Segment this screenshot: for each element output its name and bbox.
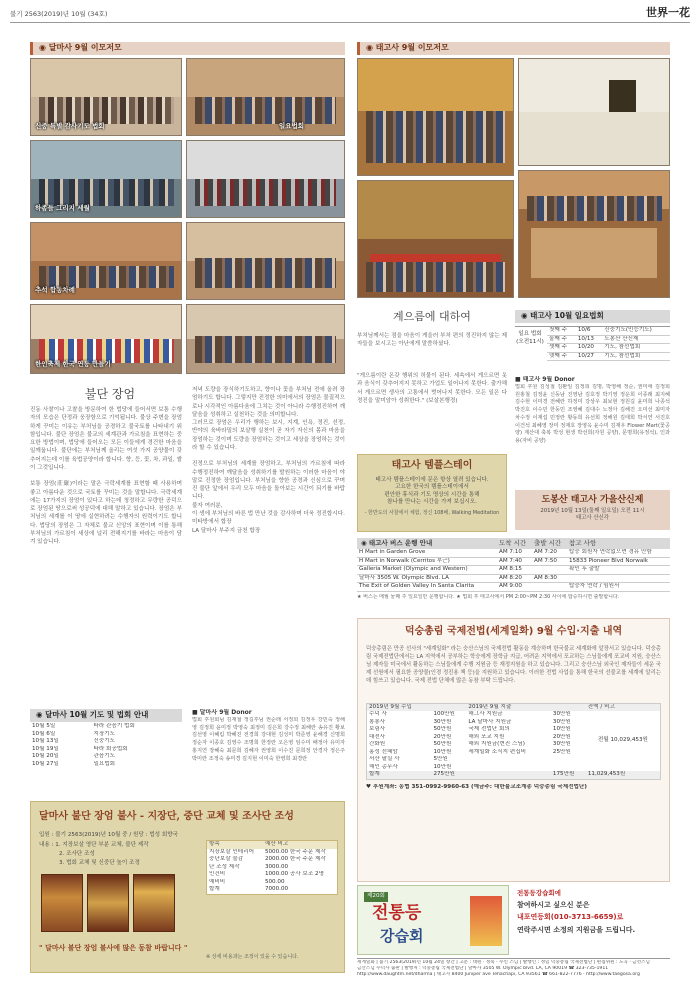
essay-quote: "게으름이란 온갖 행위의 허물이 된다. 세속에서 게으르면 옷과 음식이 갖추어지지 못하고 가업도 일어나지 못한다. 출가해서 게으르면 생사의 고통에서 벗어나지 못한다. 모든 일은 다 정진을 말미암아 성취한다." (보살본행경) — [357, 373, 507, 404]
bus-note: ★ 버스는 매월 둘째 주 일요일만 운행합니다. ★ 법회 후 태고사에서 PM 2:00~PM 2:30 사이에 탑승하시면 출발합니다. — [357, 593, 620, 600]
templestay-small: - 한반도의 사찰에서 체험, 정신 108배, Walking Meditation — [364, 509, 500, 516]
damasa-donors — [192, 709, 345, 797]
ad-lantern — [357, 885, 509, 955]
templestay-box — [357, 454, 507, 532]
caption: 신중 특별 감사기도 법회 — [35, 122, 105, 131]
schedule-row: 10월 5일 타라 관음기 법회 — [32, 723, 135, 729]
photo-room — [518, 58, 670, 166]
photo-lantern-making — [30, 304, 182, 374]
photo-festival — [186, 140, 345, 218]
oct-schedule: 일요 법회 (오전11시) 첫째 주 10/6 신중기도(인등기도) 둘째 주 10/13 도봉산 산신제 셋째 주 10/20 기도, 참선법회 넷째 주 10/27 기도, 참선법회 — [515, 326, 670, 361]
ad-right — [513, 885, 670, 955]
bulsa-title: 달마사 불단 장엄 불사 - 지장단, 중단 교체 및 조사단 조성 — [39, 811, 294, 822]
photo-hall — [357, 180, 514, 298]
templestay-line: 참나를 만나는 시간을 가져 보십시오. — [387, 499, 477, 506]
dobong-box — [515, 490, 670, 530]
donor-title: ■ 태고사 9월 Donor — [515, 376, 575, 383]
templestay-line: 고요한 한국의 템플스테이에서 — [395, 484, 469, 491]
caption: 추석 합동차례 — [35, 286, 75, 295]
damasa-schedule-title: ◉ 달마사 10월 기도 및 법회 안내 — [30, 709, 182, 722]
bulsa-budget-table: 항목 예산 비고 지장보살 인테리어 5000.00 한국 주문 제작 중단보살 불감 2000.00 한국 주문 제작 단 조성 제작 3000.00 인건비 1000.00 공사 보조 2명 예비비 500.00 합계 7000.00 — [206, 840, 338, 895]
photo-lanterns — [186, 222, 345, 300]
photo-sunday — [186, 58, 345, 136]
article-col2: 저녁 도량을 장식하기도하고, 향이나 꽃을 부처님 전에 올려 장엄하기도 합니다. 그렇지만 진정한 의미에서의 장엄은 물질적으로나 시각적인 아름다움에 그치는 것이 아니라 수행정진하여 깨달음을 성취하고 실천하는 것을 의미합니다. 그러므로 장엄은 우리가 행하는 보시, 지계, 인욕, 정진, 선정, 반야의 육바라밀의 보살행 실천이 곧 자기 자신의 몸과 마음을 장엄하는 것이며 도량을 장엄하는 것이고 세상을 장엄하는 것이라 할 수 있습니다. 진정으로 부처님의 세계를 장엄하고, 부처님의 가르침에 따라 수행정진하여 깨달음을 성취하기를 발원하는 이러한 마음이 야말로 진정한 장엄입니다. 부처님을 향한 공경과 신심으로 꾸며진 불단 앞에서 우리 모두 마음을 돌아보는 시간이 되기를 바랍니다. 불자 여러분, 이 생에 부처님의 바른 법 만난 것을 감사하며 더욱 정진합시다. 미타방에서 합장 LA 달마사 부주지 금천 합장 — [192, 387, 345, 534]
issue-info: 불기 2563(2019)년 10월 (34호) — [10, 10, 108, 18]
bulsa-note: " 달마사 불단 장엄 불사에 많은 동참 바랍니다 " — [39, 944, 188, 952]
schedule-row: 10월 6일 지장기도 — [32, 730, 116, 737]
caption: 하좀들 그리지 세월 — [35, 204, 90, 213]
photo-outdoor — [30, 140, 182, 218]
deoksung-account: ♥ 후원계좌: 농협 351-0992-9960-63 (예금주: 대한불교조계종 덕숭총림 국제전법단) — [366, 783, 587, 790]
deoksung-title: 덕숭총림 국제전법(세계일화) 9월 수입·지출 내역 — [404, 626, 623, 637]
donor-title: ■ 달마사 9월 Donor — [192, 709, 252, 716]
deoksung-text: 덕숭총림은 만공 선사의 "세계일화" 라는 숭산스님의 국제전법 활동을 계승하며 한국불교 세계화에 앞장서고 있습니다. 덕숭총림 국제전법단에서는 LA 지역에서 공부하는 학승에게 장학금 지급, 어려운 지역에서 포교하는 스님들에게 포교비 지원, 숭산스님 제자들 미국에서 활동하는 스님들에게 수행 지원금 등 재정지원을 하고 있습니다. 그리고 숭산스님 외국인 제자들이 세운 국제 선원에서 필요한 공양물(인경 정진용 책 등)을 지원하고 있습니다. 이러한 전법 사업을 통해 한국의 선불교를 세계에 알리는 데 힘쓰고 있습니다. 국제 전법 단체에 많은 동참 부탁 드립니다. — [366, 645, 661, 684]
footer-line: 세계일화 | 불기 2563(2019)년 10월 24일 창간 | 고문 : 대원 · 정묵 · 수인 스님 | 발행인 : 정념 덕숭총림 국제전법단 | 편집위원 : 도곡 · 금선스님 — [357, 960, 650, 965]
ad-badge: 제20회 — [364, 892, 388, 902]
ad-big: 전통등 — [372, 903, 422, 923]
oct-label: 일요 법회 (오전11시) — [516, 331, 544, 345]
ad-right-line: 참여하시고 싶으신 분은 — [517, 900, 590, 909]
dobong-title: 도봉산 태고사 가을산신제 — [541, 495, 644, 505]
essay-title: 계으름에 대하여 — [393, 310, 471, 323]
footer-line: http://www.daughtm.net/dharma | 태고사 8400 Juniper ave Tehachapi, CA 93561 ☎ 661-822-7776 · http://www.taegosa.org — [357, 972, 640, 978]
ad-right-title: 전통등강습회에 — [517, 889, 561, 897]
caption: 일요법회 — [278, 122, 304, 131]
bulsa-date: 입원 : 불기 2563(2019)년 10월 중 / 원당 : 법성 회향국 — [39, 832, 179, 838]
page-header — [10, 5, 690, 23]
bus-section: ◉ 태고사 버스 운행 안내 도착 시간 출발 시간 참고 사항 H Mart in Garden Grove AM 7:10 AM 7:20 탑승 회원자 연락없으면 경유 안함 H Mart in Norwalk (Cerritos 부근) AM 7:40 AM 7:50 15833 Pioneer Blvd Norwalk Galleria Market (Olympic and Western) AM 8:15 확인 후 출발 달마사 3505 W. Olympic Blvd. LA AM 8:20 AM 8:30 The Exit of Golden Valley In Santa Clarita AM 9:00 탑승자 연락 / 임원서 ★ 버스는 매월 둘째 주 일요일만 운행합니다. ★ 법회 후 태고사에서 PM 2:00~PM 2:30 사이에 탑승하시면 출발합니다. — [357, 538, 670, 600]
altar-image-2 — [87, 874, 129, 932]
caption: 한인축제 한국 연등 만들기 — [35, 360, 111, 369]
schedule-row: 10월 20일 관음기도 — [32, 753, 116, 760]
deoksung-box — [357, 618, 670, 882]
bulsa-item: 2. 조사단 조성 — [59, 851, 95, 857]
bulsa-box — [30, 801, 345, 973]
photo-workshop — [186, 304, 345, 374]
donor-list: 법회 후원 김성철 김환일 김정희 김명, 박영해 정순, 권미애 김정희 원홍철 김정윤 신동남 진영남 김호정 박기영 정운희 이종래 최지혜 김수현 이미경 전혜란 하정미 강상우 최보현 정원길 윤미희 나종석 박진호 이수민 한동민 조영혜 김대수 노정아 김해진 오미선 최미자 차수정 이재섭 민정란 황동희 유선희 정해원 김태희 박서연 서진호 이건석 최혜영 장미 정재호 장영옥 윤수미 김재우 Flower Mart(꽃공양) 계산대 축복 박성 현생 박선희(자원 공양), 문명희(유정석), 인과용(자비 공양) — [515, 384, 670, 444]
essay-intro: 부처님께서는 점을 마음이 게을러 부처 편의 정진하지 않는 제자들을 보시고는 아난에게 말씀하셨다. — [357, 333, 507, 348]
photo-chuseok — [30, 222, 182, 300]
footer — [357, 958, 670, 979]
taegosa-section-title: ◉ 태고사 9월 이모저모 — [357, 42, 670, 55]
ad-big2: 강습회 — [380, 927, 424, 945]
bulsa-item: 3. 법회 교체 및 신중단 높이 조정 — [59, 860, 140, 866]
dobong-sub: 2019년 10월 13일(둘째 일요일) 오전 11시 — [540, 508, 645, 515]
schedule-row: 10월 19일 타라 회공법회 — [32, 745, 128, 752]
ad-right-line: 연락주시면 소정의 지원금을 드립니다. — [517, 925, 636, 934]
ad-right-line: 내포연등회(010-3713-6659)로 — [517, 913, 624, 922]
photo-prayer — [30, 58, 182, 136]
templestay-line: 편안한 휴식과 기도 명상의 시간을 통해 — [384, 491, 480, 498]
bulsa-item: 내용 : 1. 지장보살 영단 부분 교체, 불단 제작 — [39, 842, 149, 848]
photo-meal — [518, 170, 670, 298]
altar-image-3 — [133, 874, 175, 932]
donor-list: 법회 후원회님 김재철 정길후님 권순래 서정희 김정우 강민숙 정해영 김정희 윤미정 박영숙 최정미 김은희 강수정 최해란 송유진 황보 김선영 이혜림 박혜진 전경희 강대현 김성미 박준영 윤해경 신명희 정순자 이종호 김영수 조명희 한정란 오은영 임수미 배정아 유미자 홍지연 장혜숙 최문희 김혜자 권영희 이수진 문희정 안경자 정은주 박미란 조정숙 송미경 김지현 이미숙 한영희 최경란 — [192, 717, 345, 762]
schedule-row: 10월 27일 일요법회 — [32, 760, 116, 767]
templestay-title: 태고사 템플스테이 — [391, 460, 473, 471]
article-col1: 진동 사찰이나 고찰을 방문하여 한 법당에 들어서면 보통 수행자의 모습은 단정과 웅장함으로 기억됩니다. 불상 주변을 장엄하게 꾸미는 이유는 부처님을 공경하고 불국토를 나타내기 위함입니다. 불단 장엄은 불교의 세계관과 가르침을 표현하는 중요한 방법이며, 법당에 들어오는 모든 이들에게 경건한 마음을 일깨웁니다. 불단에는 부처님께 올리는 여섯 가지 공양물이 갖추어지는데 이를 육법공양이라 합니다. 향, 등, 꽃, 차, 과일, 쌀이 그것입니다. 보통 장엄(莊嚴)이라는 말은 극락세계를 표현할 때 사용하며 좋고 아름다운 것으로 국토를 꾸미는 것을 말합니다. 극락세계에는 17가지의 장엄이 있다고 하는데 청정하고 무량한 공덕으로 장엄된 땅으로써 성공덕에 대해 말하고 있습니다. 장엄은 부처님의 세계를 이 땅에 실현하려는 수행자의 원력이기도 합니다. 법당의 장엄은 그 자체로 불교 신앙의 표현이며 이를 통해 부처님의 가르침이 세상에 널리 전해지기를 바라는 마음이 담겨 있습니다. — [30, 407, 182, 546]
photo-group — [357, 58, 514, 176]
taegosa-donors — [515, 376, 670, 486]
deoksung-table: 2019년 9월 수입 2019년 9월 지출 잔액 / 비고 수덕 사 100만원 해그사 지원금 30만원 전월 10,029,453원 봉봉사 30만원 LA 달마사 지원금 30만원 보림사 50만원 국제 전법단 회의 10만원 대전사 20만원 해외 포교 지원 20만원 간화원 50만원 해외 지원금(현진 스님) 30만원 홍성 선혜암 10만원 세계일화 소식지 편집비 25만원 서산 팔실 사 5만원 해인 총무사 10만원 합계 275만원 175만원 11,029,453원 — [366, 703, 661, 780]
templestay-line: 태고사 템플스테이에 문은 항상 열려 있습니다. — [375, 476, 489, 483]
damasa-section-title: ◉ 달마사 9월 이모저모 — [30, 42, 345, 55]
footer-line: 금산스님 수덕사 출판 | 발행처 : 덕숭총림 국제전법단 | 달마사 3505 W. Olympic blvd. LA, CA 90019 ☎ 323-735-1911 — [357, 966, 609, 972]
article-title: 불단 장엄 — [84, 387, 136, 401]
damasa-schedule — [30, 723, 182, 768]
lantern-image — [470, 896, 502, 946]
bus-title: ◉ 태고사 버스 운행 안내 — [361, 539, 433, 547]
oct-schedule-title: ◉ 태고사 10월 일요법회 — [515, 310, 670, 323]
bulsa-footnote: ※ 상세 비용과는 조정이 있을 수 있습니다. — [206, 954, 299, 960]
altar-image-1 — [41, 874, 83, 932]
schedule-row: 10월 13일 신중기도 — [32, 738, 116, 745]
masthead-logo: 世界一花 — [646, 6, 690, 19]
dobong-sub2: 태고사 산신각 — [576, 515, 609, 522]
